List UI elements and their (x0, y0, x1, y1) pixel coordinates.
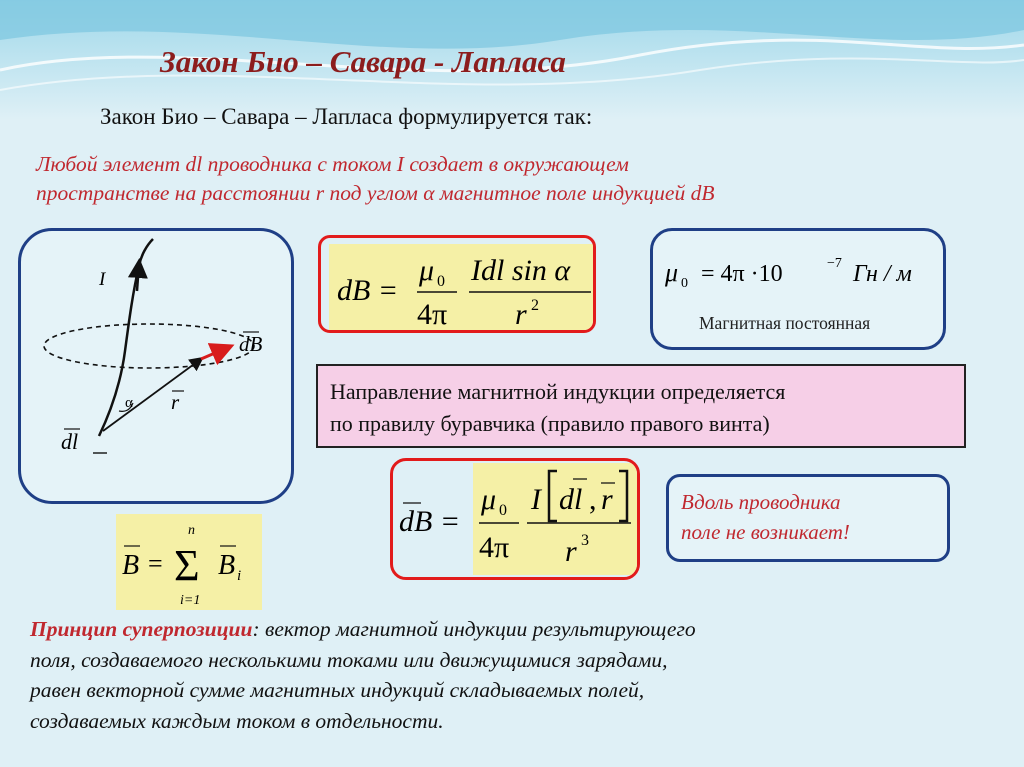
sum-sub: i (237, 568, 242, 584)
formula1-lhs: dB = (337, 274, 399, 307)
formula1-den-exp: 2 (531, 297, 539, 314)
conductor-diagram (18, 228, 294, 504)
principle-head: Принцип суперпозиции (30, 617, 253, 641)
formula1-num: Idl sin α (471, 254, 571, 287)
vector-biot-savart-formula (390, 458, 640, 580)
magnetic-constant-box (650, 228, 946, 350)
conductor-diagram-drawing (21, 231, 291, 501)
field-circle (44, 324, 254, 368)
formula1-mu-den: 4π (417, 298, 448, 331)
formula2-mu-den: 4π (479, 531, 510, 564)
biot-savart-formula (318, 235, 596, 333)
slide-subtitle: Закон Био – Савара – Лапласа формулируется так: (100, 104, 593, 129)
current-label: I (99, 269, 106, 290)
formula1-mu: μ (419, 254, 435, 287)
constant-exp: −7 (827, 256, 842, 271)
constant-unit: Гн / м (853, 261, 912, 287)
element-label: dl (61, 429, 79, 454)
formula2-comma: , (589, 483, 597, 516)
constant-mu: μ (665, 258, 679, 287)
formula2-i: I (531, 483, 541, 516)
superposition-principle (30, 614, 980, 736)
radius-vector (103, 359, 201, 431)
formula1-mu-sub: 0 (437, 273, 445, 290)
superposition-formula (116, 514, 262, 610)
principle-line-3: равен векторной сумме магнитных индукций складываемых полей, (30, 678, 645, 702)
radius-label: r (171, 390, 180, 414)
principle-line-1-rest: : вектор магнитной индукции результирующего (252, 617, 696, 641)
gimlet-rule-box (316, 364, 966, 448)
rule-line-1: Направление магнитной индукции определяется (330, 379, 786, 404)
formula2-den: r (565, 535, 577, 568)
sum-upper: n (188, 523, 195, 538)
note-line-2: поле не возникает! (681, 520, 850, 544)
induction-vector (201, 347, 229, 359)
sum-lhs: B (122, 550, 140, 581)
principle-line-1 (30, 614, 980, 645)
formula2-r: r (601, 483, 613, 516)
constant-sub: 0 (681, 276, 688, 291)
sum-term: B (218, 550, 236, 581)
law-statement (36, 150, 976, 208)
formula2-mu: μ (481, 483, 497, 516)
law-statement-line-2: пространстве на расстоянии r под углом α магнитное поле индукцией dB (36, 181, 715, 205)
angle-label: α (125, 395, 133, 411)
constant-value: = 4π ·10 (701, 261, 783, 287)
law-statement-line-1: Любой элемент dl проводника с током I создает в окружающем (36, 152, 629, 176)
formula2-den-exp: 3 (581, 532, 589, 549)
formula2-lhs: dB = (399, 505, 461, 538)
principle-line-2: поля, создаваемого несколькими токами или движущимися зарядами, (30, 647, 668, 672)
rule-line-2: по правилу буравчика (правило правого винта) (330, 411, 770, 436)
sum-sigma: Σ (174, 541, 200, 590)
sum-lower: i=1 (180, 593, 201, 608)
biot-savart-formula-fill (329, 244, 596, 332)
formula2-mu-sub: 0 (499, 502, 507, 519)
slide-title: Закон Био – Савара - Лапласа (160, 44, 566, 79)
formula1-den: r (515, 298, 527, 331)
field-label: dB (239, 332, 263, 356)
constant-caption: Магнитная постоянная (699, 313, 871, 333)
formula2-dl: dl (559, 483, 583, 516)
note-line-1: Вдоль проводника (681, 490, 841, 514)
sum-eq: = (148, 549, 163, 578)
principle-line-4: создаваемых каждым током в отдельности. (30, 708, 444, 733)
along-conductor-note (666, 474, 950, 562)
